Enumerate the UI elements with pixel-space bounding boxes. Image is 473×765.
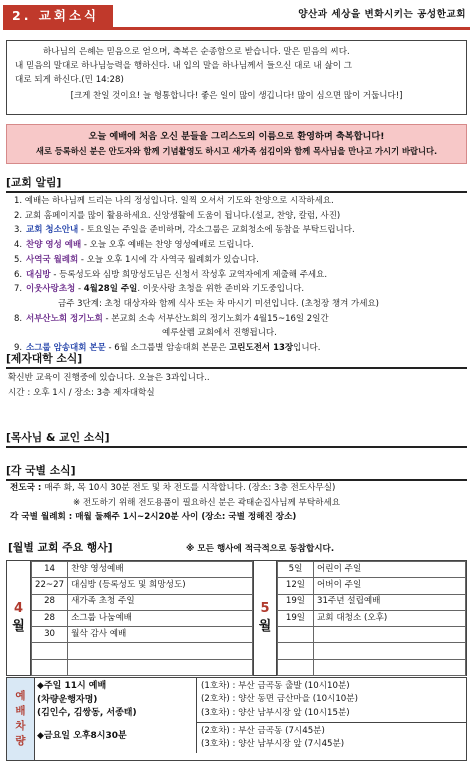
bus-label-char: 차 <box>15 720 26 732</box>
news-item-7-text: . 이웃사랑 초청을 위한 준비와 기도중입니다. <box>137 284 305 295</box>
news-item-7-detail: 금주 3단계: 초청 대상자와 함께 식사 또는 차 마시기 미션입니다. (초청장 챙겨 가세요) <box>58 298 379 309</box>
event-title: 31주년 설립예배 <box>314 594 466 610</box>
route-line: (1호차) : 부산 금곡동 출발 (10시10분) <box>201 681 350 691</box>
may-event-row <box>278 562 466 578</box>
news-item-7-sep: - <box>75 284 84 295</box>
section-tab-title: 2. 교회소식 <box>3 5 113 27</box>
event-date <box>32 659 68 675</box>
mission-line-1 <box>10 481 470 496</box>
event-title: 대심방 (등록성도 및 희망성도) <box>68 578 253 594</box>
bus-routes <box>196 678 466 753</box>
sunday-drivers: (김인수, 김쌍동, 서종태) <box>37 708 137 718</box>
may-event-row <box>278 643 466 659</box>
news-item-9: 9. 소그룹 암송대회 본문 - 6월 소그룹별 암송대회 본문은 고린도전서 13장입니다. <box>14 343 321 354</box>
friday-routes <box>197 723 466 754</box>
may-event-row <box>278 610 466 626</box>
school-line-2: 시간 : 오후 1시 / 장소: 3층 제자대학실 <box>8 387 155 398</box>
news-item-3-title: 교회 청소안내 <box>26 225 79 236</box>
may-event-row <box>278 578 466 594</box>
event-title: 어버이 주일 <box>314 578 466 594</box>
news-item-8: 8. 서부산노회 정기노회 - 본교회 소속 서부산노회의 정기노회가 4월15~16일 2일간 <box>14 313 329 324</box>
friday-service: ◆금요일 오후8시30분 <box>37 730 127 741</box>
news-item-4: 4. 찬양 영성 예배 - 오늘 오후 예배는 찬양 영성예배로 드립니다. <box>14 240 254 251</box>
april-event-row <box>32 627 253 643</box>
mission-dept-text: 매주 화, 목 10시 30분 전도 및 차 전도를 시작합니다. (장소: 3층 전도사무실) <box>44 483 336 493</box>
event-date: 14 <box>32 562 68 578</box>
may-event-row <box>278 627 466 643</box>
event-date <box>278 627 314 643</box>
may-events-table <box>277 561 466 676</box>
news-item-6: 6. 대심방 - 등록성도와 심방 희망성도님은 신청서 작성후 교역자에게 제출해 주세요. <box>14 269 328 280</box>
event-title <box>68 659 253 675</box>
event-title <box>68 643 253 659</box>
school-info <box>8 371 468 400</box>
may-label <box>253 561 277 675</box>
mission-info <box>10 481 470 525</box>
news-item-5-title: 사역국 월례회 <box>26 254 79 265</box>
news-section-title: [교회 알림] <box>6 175 467 193</box>
pastor-section-title: [목사님 & 교인 소식] <box>6 430 467 448</box>
news-list <box>14 194 469 356</box>
section-header <box>3 5 470 30</box>
event-date: 28 <box>32 610 68 626</box>
welcome-box <box>6 124 467 164</box>
school-section-title: [제자대학 소식] <box>6 351 467 369</box>
mission-monthly-text: 매월 둘째주 1시~2시20분 사이 (장소: 국별 정해진 장소) <box>75 512 297 522</box>
news-item-2: 2. 교회 홈페이지를 많이 활용하세요. 신앙생활에 도움이 됩니다.(설교, 찬양, 칼럼, 사진) <box>14 210 341 221</box>
april-label-number: 4 <box>13 601 24 616</box>
news-item-8-title: 서부산노회 정기노회 <box>26 313 103 324</box>
scripture-box <box>6 40 467 115</box>
may-event-row <box>278 659 466 675</box>
sunday-drivers-label: (차량운행자명) <box>37 694 98 705</box>
bus-label-char: 량 <box>15 735 26 747</box>
event-date: 28 <box>32 594 68 610</box>
mission-dept-label: 전도국 : <box>10 483 45 493</box>
event-date <box>278 643 314 659</box>
event-title: 월삭 감사 예배 <box>68 627 253 643</box>
bus-label <box>7 678 35 760</box>
news-item-4-text: - 오늘 오후 예배는 찬양 영성예배로 드립니다. <box>81 240 254 251</box>
april-event-row <box>32 594 253 610</box>
route-line: (2호차) : 부산 금곡동 (7시45분) <box>201 725 325 736</box>
may-event-row <box>278 594 466 610</box>
bus-services <box>37 680 192 743</box>
news-item-6-title: 대심방 <box>26 269 51 280</box>
april-event-row <box>32 578 253 594</box>
scripture-line-3: 대로 되게 하신다.(민 14:28) <box>15 75 124 85</box>
bus-schedule-box <box>6 677 467 761</box>
route-line: (2호차) : 양산 동면 금산마을 (10시10분) <box>201 694 358 705</box>
event-date: 30 <box>32 627 68 643</box>
may-label-unit: 월 <box>258 619 272 634</box>
event-title <box>314 659 466 675</box>
monthly-events-box <box>6 560 467 676</box>
route-line: (3호차) : 양산 남부시장 앞 (7시45분) <box>201 739 345 750</box>
news-item-6-text: - 등록성도와 심방 희망성도님은 신청서 작성후 교역자에게 제출해 주세요. <box>50 269 328 280</box>
news-item-4-title: 찬양 영성 예배 <box>26 240 82 251</box>
mission-section-title: [각 국별 소식] <box>6 463 467 481</box>
event-date: 12일 <box>278 578 314 594</box>
news-item-9-passage: 고린도전서 13장 <box>229 343 294 354</box>
event-date <box>32 643 68 659</box>
mission-monthly-label: 각 국별 월례회 : <box>10 512 76 522</box>
news-item-8-text: - 본교회 소속 서부산노회의 정기노회가 4월15~16일 2일간 <box>102 313 329 324</box>
april-event-row <box>32 643 253 659</box>
route-line: (3호차) : 양산 남부시장 앞 (10시15분) <box>201 707 350 718</box>
news-item-9-text: - 6월 소그룹별 암송대회 본문은 <box>105 343 230 354</box>
april-label <box>7 561 31 675</box>
news-item-1: 1. 예배는 하나님께 드리는 나의 정성입니다. 일찍 오셔서 기도와 찬양으로 시작하세요. <box>14 196 334 206</box>
event-date: 5일 <box>278 562 314 578</box>
event-title: 소그룹 나눔예배 <box>68 610 253 626</box>
event-date: 19일 <box>278 610 314 626</box>
church-slogan: 양산과 세상을 변화시키는 공성한교회 <box>298 9 466 20</box>
event-date: 19일 <box>278 594 314 610</box>
scripture-exhortation: [크게 찬일 것이요! 늘 형통합니다! 좋은 일이 많이 생깁니다! 많이 심으면 많이 거둡니다!] <box>70 91 403 101</box>
news-item-7: 7. 이웃사랑초청 - 4월28일 주일. 이웃사랑 초청을 위한 준비와 기도중입니다. <box>14 284 305 295</box>
event-title <box>314 643 466 659</box>
news-item-3: 3. 교회 청소안내 - 토요일는 주일을 준비하며, 각소그룹은 교회청소에 동참을 부탁드립니다. <box>14 225 355 236</box>
sunday-routes <box>197 678 466 723</box>
event-title <box>314 627 466 643</box>
news-item-9-title: 소그룹 암송대회 본문 <box>26 343 106 354</box>
news-item-7-title: 이웃사랑초청 <box>26 284 76 295</box>
news-item-3-text: - 토요일는 주일을 준비하며, 각소그룹은 교회청소에 동참을 부탁드립니다. <box>78 225 355 236</box>
april-label-unit: 월 <box>12 619 25 634</box>
news-item-8-detail: 예루살렘 교회에서 진행됩니다. <box>162 328 277 339</box>
mission-line-3 <box>10 510 470 525</box>
bus-label-char: 예 <box>15 690 26 702</box>
may-label-number: 5 <box>260 601 270 616</box>
event-date: 22~27 <box>32 578 68 594</box>
april-events-table <box>31 561 253 676</box>
event-date <box>278 659 314 675</box>
welcome-line-2: 새로 등록하신 분은 안도자와 함께 기념촬영도 하시고 새가족 섬김이와 함께 목사님을 만나고 가시기 바랍니다. <box>35 146 438 156</box>
sunday-service: ◆주일 11시 예배 <box>37 681 107 691</box>
event-title: 새가족 초청 주일 <box>68 594 253 610</box>
school-line-1: 확신반 교육이 진행중에 있습니다. 오늘은 3과입니다.. <box>8 373 210 383</box>
news-item-9-end: 입니다. <box>293 343 321 354</box>
scripture-line-2: 내 믿음의 말대로 하나님능력을 행하신다. 내 입의 말을 하나님께서 들으신 대로 내 삶이 그 <box>15 61 353 71</box>
welcome-line-1: 오늘 예배에 처음 오신 분들을 그리스도의 이름으로 환영하며 축복합니다! <box>88 131 385 142</box>
news-item-5-text: - 오늘 오후 1시에 각 사역국 월례회가 있습니다. <box>78 254 259 265</box>
event-title: 찬양 영성예배 <box>68 562 253 578</box>
news-item-7-date: 4월28일 주일 <box>83 284 138 295</box>
scripture-line-1: 하나님의 은혜는 믿음으로 얻으며, 축복은 순종함으로 받습니다. 말은 믿음의 씨다. <box>43 47 350 57</box>
monthly-note: ※ 모든 행사에 적극적으로 동참합시다. <box>186 544 335 554</box>
mission-line-2: ※ 전도하기 위해 전도용품이 필요하신 분은 곽태순집사님께 부탁하세요 <box>73 497 341 508</box>
april-event-row <box>32 610 253 626</box>
bus-label-char: 배 <box>15 705 26 717</box>
news-item-5: 5. 사역국 월례회 - 오늘 오후 1시에 각 사역국 월례회가 있습니다. <box>14 254 259 265</box>
event-title: 교회 대청소 (오후) <box>314 610 466 626</box>
april-event-row <box>32 659 253 675</box>
event-title: 어린이 주일 <box>314 562 466 578</box>
april-event-row <box>32 562 253 578</box>
monthly-title: [월별 교회 주요 행사] <box>8 541 113 554</box>
